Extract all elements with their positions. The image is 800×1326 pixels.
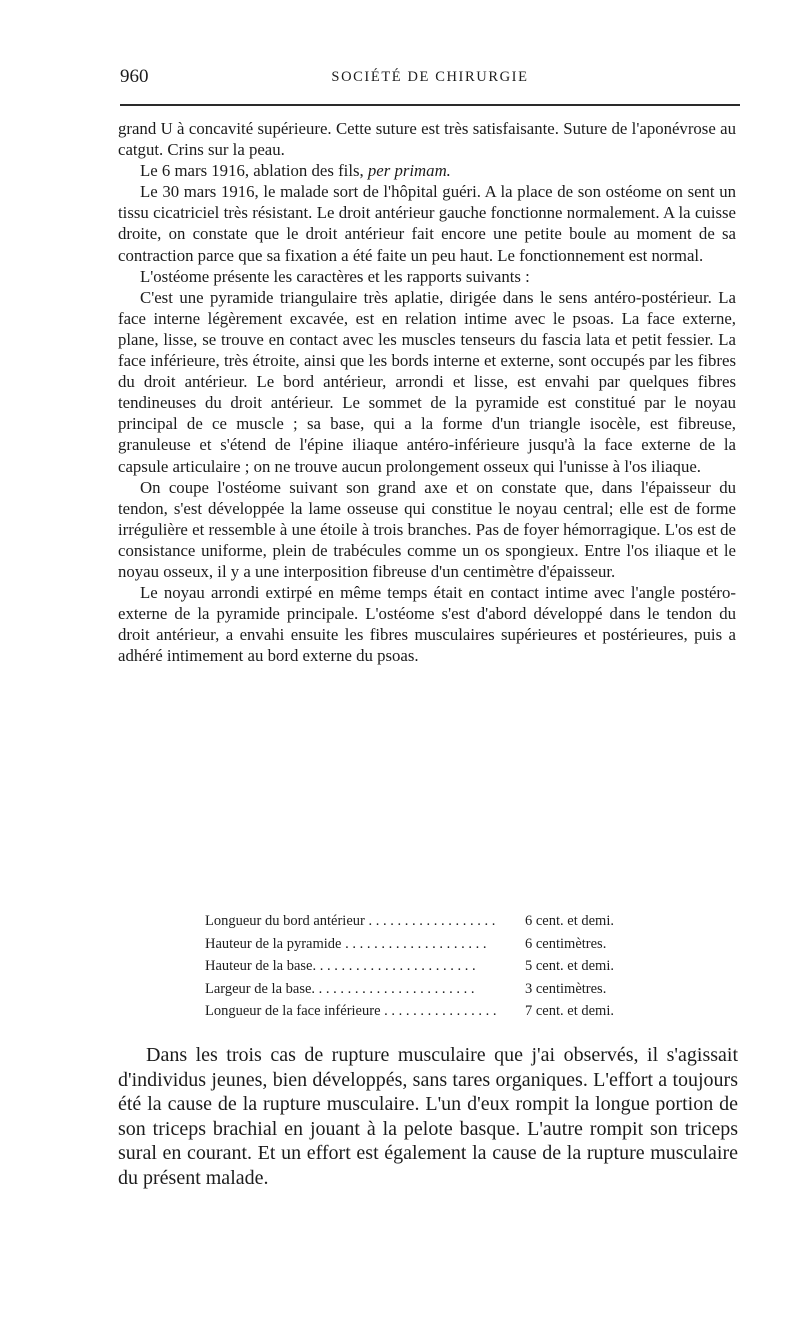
paragraph-text: Le 6 mars 1916, ablation des fils, [140,161,368,181]
measurement-value: 5 cent. et demi. [525,958,614,974]
measurement-value: 7 cent. et demi. [525,1003,614,1019]
paragraph: Le noyau arrondi extirpé en même temps était en contact intime avec l'angle postéro-externe de la pyramide principale. L'ostéome s'est d'abord développé dans le tendon du droit antérieur, a envahi ensuite les fibres musculaires supérieures et postérieures, puis a adhéré intimement au bord externe du psoas. [118,583,736,666]
italic-phrase: per primam. [367,161,451,181]
measurement-label: Hauteur de la pyramide . . . . . . . . . . . . . . . . . . . . [205,935,487,952]
measurement-row [205,978,675,1001]
paragraph: grand U à concavité supérieure. Cette suture est très satisfaisante. Suture de l'aponévrose au catgut. Crins sur la peau. [118,119,736,160]
measurement-value: 6 cent. et demi. [525,913,614,929]
page-header [120,66,740,96]
measurement-label: Longueur de la face inférieure . . . . . . . . . . . . . . . . [205,1003,497,1019]
closing-paragraph: Dans les trois cas de rupture musculaire que j'ai observés, il s'agissait d'individus jeunes, bien développés, sans tares organiques. L'effort a toujours été la cause de la rupture musculaire. L'un d'eux rompit la longue portion de son triceps brachial en jouant à la pelote basque. L'autre rompit son triceps sural en courant. Et un effort est également la cause de la rupture musculaire du présent malade. [118,1044,738,1189]
body-text [118,118,736,666]
header-rule [120,104,740,106]
measurement-row [205,910,675,933]
page-number: 960 [120,66,149,87]
measurement-label: Longueur du bord antérieur . . . . . . . . . . . . . . . . . . [205,913,496,929]
measurement-label: Largeur de la base. . . . . . . . . . . . . . . . . . . . . . . [205,980,475,997]
paragraph: Le 30 mars 1916, le malade sort de l'hôpital guéri. A la place de son ostéome on sent un tissu cicatriciel très résistant. Le droit antérieur gauche fonctionne normalement. A la cuisse droite, on constate que le droit antérieur fait encore une petite boule au moment de sa contraction parce que sa fixation a été faite un peu haut. Le fonctionnement est normal. [118,182,736,265]
paragraph: On coupe l'ostéome suivant son grand axe et on constate que, dans l'épaisseur du tendon, s'est développée la lame osseuse qui constitue le noyau central; elle est de forme irrégulière et ressemble à une étoile à trois branches. Pas de foyer hémorragique. L'os est de consistance uniforme, plein de trabécules comme un os spongieux. Entre l'os iliaque et le noyau osseux, il y a une interposition fibreuse d'un centimètre d'épaisseur. [118,477,736,581]
closing-section [118,1043,738,1190]
measurement-row [205,955,675,978]
measurement-value: 3 centimètres. [525,980,607,997]
measurement-row [205,933,675,956]
running-title: SOCIÉTÉ DE CHIRURGIE [331,69,529,85]
paragraph: C'est une pyramide triangulaire très aplatie, dirigée dans le sens antéro-postérieur. La face interne légèrement excavée, est en relation intime avec le psoas. La face externe, plane, lisse, se trouve en contact avec les muscles tenseurs du fascia lata et petit fessier. La face inférieure, très étroite, ainsi que les bords interne et externe, sont occupés par les fibres du droit antérieur. Le bord antérieur, arrondi et lisse, est envahi par quelques fibres tendineuses du droit antérieur. Le sommet de la pyramide est constitué par le noyau principal de ce muscle ; sa base, qui a la forme d'un triangle isocèle, est fibreuse, granuleuse et s'étend de l'épine iliaque antéro-inférieure jusqu'à la face externe de la capsule articulaire ; on ne trouve aucun prolongement osseux qui l'unisse à l'os iliaque. [118,287,736,476]
paragraph: L'ostéome présente les caractères et les rapports suivants : [140,266,530,286]
measurement-row [205,1000,675,1023]
measurement-label: Hauteur de la base. . . . . . . . . . . . . . . . . . . . . . . [205,958,476,974]
paragraph [118,160,736,181]
measurements-table [205,910,675,1023]
measurement-value: 6 centimètres. [525,935,607,952]
